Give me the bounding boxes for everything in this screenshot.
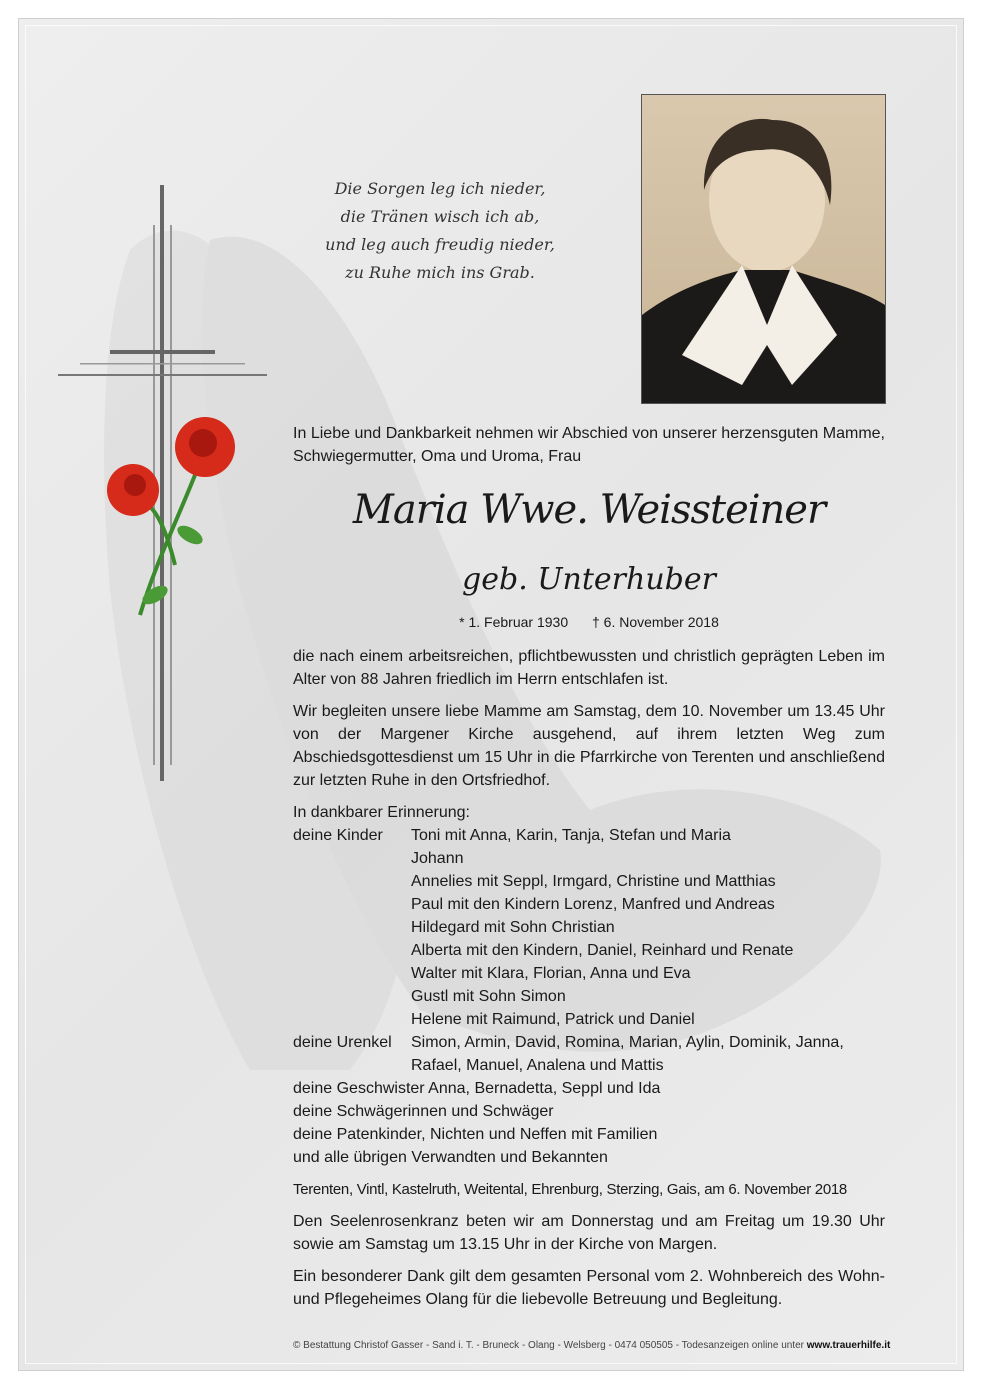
- death-date: † 6. November 2018: [592, 614, 719, 630]
- mourner-line: deine Schwägerinnen und Schwäger: [293, 1103, 554, 1120]
- passing-text: die nach einem arbeitsreichen, pflichtbewussten und christlich geprägten Leben im Alter von 88 Jahren friedlich im Herrn entschlafen ist.: [293, 648, 885, 688]
- great-grandchildren-label: deine Urenkel: [293, 1034, 392, 1051]
- mourner-line: Toni mit Anna, Karin, Tanja, Stefan und Maria: [411, 827, 731, 844]
- children-label: deine Kinder: [293, 827, 383, 844]
- footer: [293, 1339, 941, 1353]
- birth-date: * 1. Februar 1930: [459, 614, 569, 630]
- deceased-name: Maria Wwe. Weissteiner: [352, 487, 826, 533]
- place-date: Terenten, Vintl, Kastelruth, Weitental, Ehrenburg, Sterzing, Gais, am 6. November 2018: [293, 1181, 847, 1198]
- mourner-line: Simon, Armin, David, Romina, Marian, Aylin, Dominik, Janna,: [411, 1034, 844, 1051]
- cross-with-roses-icon: [55, 185, 270, 785]
- mourner-line: Rafael, Manuel, Analena und Mattis: [411, 1057, 664, 1074]
- mourner-line: Johann: [411, 850, 464, 867]
- mourner-line: Walter mit Klara, Florian, Anna und Eva: [411, 965, 691, 982]
- poem: [320, 175, 560, 287]
- mourner-line: Hildegard mit Sohn Christian: [411, 919, 615, 936]
- mourner-line: Helene mit Raimund, Patrick und Daniel: [411, 1011, 695, 1028]
- mourner-line: deine Patenkinder, Nichten und Neffen mit Familien: [293, 1126, 658, 1143]
- mourner-line: Alberta mit den Kindern, Daniel, Reinhard und Renate: [411, 942, 794, 959]
- mourners-heading: In dankbarer Erinnerung:: [293, 804, 470, 821]
- poem-line: die Tränen wisch ich ab,: [340, 207, 540, 226]
- mourner-line: und alle übrigen Verwandten und Bekannten: [293, 1149, 608, 1166]
- mourner-line: Annelies mit Seppl, Irmgard, Christine und Matthias: [411, 873, 776, 890]
- mourners-list: [293, 801, 885, 1169]
- footer-link[interactable]: www.trauerhilfe.it: [806, 1340, 891, 1351]
- intro-text: In Liebe und Dankbarkeit nehmen wir Abschied von unserer herzensguten Mamme, Schwiegermutter, Oma und Uroma, Frau: [293, 425, 885, 465]
- footer-text: © Bestattung Christof Gasser - Sand i. T. - Bruneck - Olang - Welsberg - 0474 050505 - Todesanzeigen online unter: [293, 1340, 807, 1351]
- funeral-text: Wir begleiten unsere liebe Mamme am Samstag, dem 10. November um 13.45 Uhr von der Margener Kirche ausgehend, auf ihrem letzten Weg zum Abschiedsgottesdienst um 15 Uhr in die Pfarrkirche von Terenten und anschließend zur letzten Ruhe in den Ortsfriedhof.: [293, 703, 885, 789]
- rosary-text: Den Seelenrosenkranz beten wir am Donnerstag und am Freitag um 19.30 Uhr sowie am Samstag um 13.15 Uhr in der Kirche von Margen.: [293, 1213, 885, 1253]
- poem-line: Die Sorgen leg ich nieder,: [334, 179, 546, 198]
- poem-line: zu Ruhe mich ins Grab.: [345, 263, 535, 282]
- life-dates: [293, 612, 885, 632]
- mourner-line: deine Geschwister Anna, Bernadetta, Seppl und Ida: [293, 1080, 661, 1097]
- mourner-line: Gustl mit Sohn Simon: [411, 988, 566, 1005]
- thanks-text: Ein besonderer Dank gilt dem gesamten Personal vom 2. Wohnbereich des Wohn- und Pflegeheimes Olang für die liebevolle Betreuung und Begleitung.: [293, 1268, 885, 1308]
- mourner-line: Paul mit den Kindern Lorenz, Manfred und Andreas: [411, 896, 775, 913]
- portrait-photo: [641, 94, 886, 404]
- main-text-column: [293, 645, 885, 1320]
- poem-line: und leg auch freudig nieder,: [325, 235, 555, 254]
- birth-name: geb. Unterhuber: [462, 562, 716, 597]
